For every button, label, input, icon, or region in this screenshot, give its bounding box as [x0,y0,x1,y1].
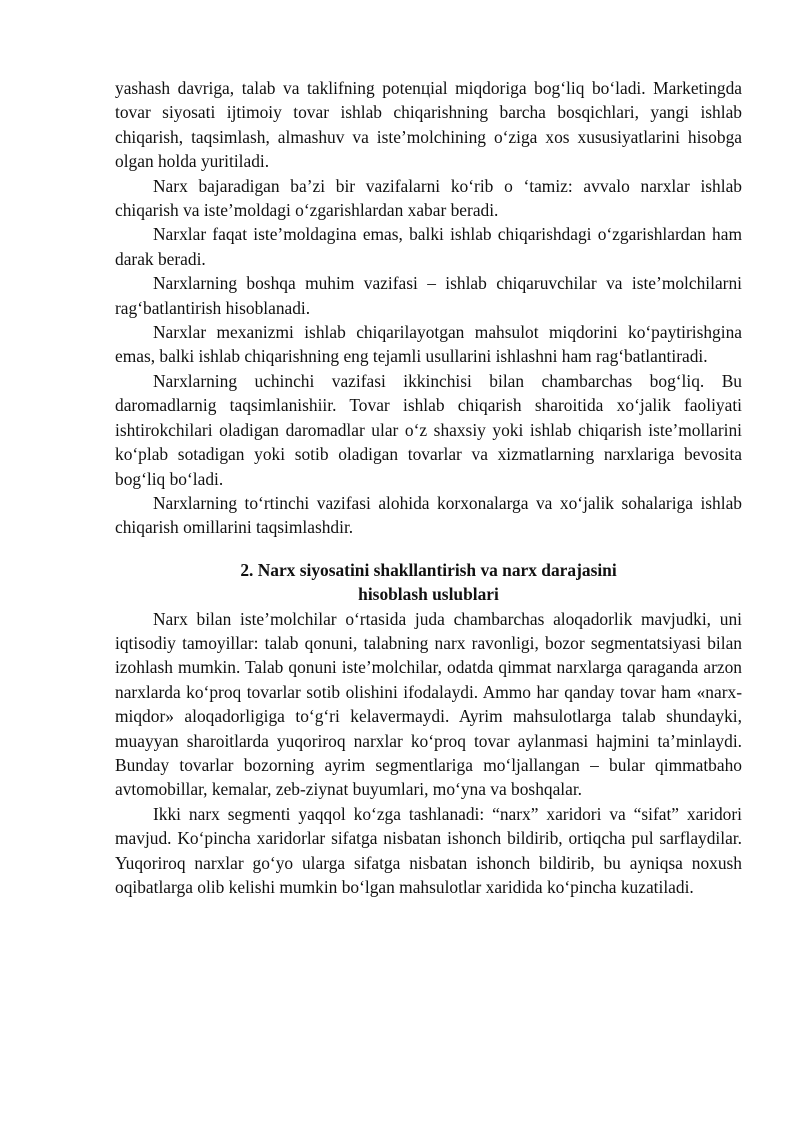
paragraph: Narxlar mexanizmi ishlab chiqarilayotgan mahsulot miqdorini ko‘paytirishgina emas, balki ishlab chiqarishning eng tejamli usullarini ishlashni ham rag‘batlantiradi. [115,322,742,367]
section-heading-line-2: hisoblash uslublari [358,584,499,605]
paragraph-continuation: yashash davriga, talab va taklifning potenцial miqdoriga bog‘liq bo‘ladi. Marketingda tovar siyosati ijtimoiy tovar ishlab chiqarishning barcha bosqichlari, yangi ishlab chiqarish, taqsimlash, almashuv va iste’molchining o‘ziga xos xususiyatlarini hisobga olgan holda yuritiladi. [115,78,742,172]
document-page [115,76,742,899]
paragraph: Narxlar faqat iste’moldagina emas, balki ishlab chiqarishdagi o‘zgarishlardan ham darak beradi. [115,224,742,269]
paragraph: Narx bajaradigan ba’zi bir vazifalarni ko‘rib o ‘tamiz: avvalo narxlar ishlab chiqarish va iste’moldagi o‘zgarishlardan xabar beradi. [115,175,742,221]
paragraph: Narxlarning to‘rtinchi vazifasi alohida korxonalarga va xo‘jalik sohalariga ishlab chiqarish omillarini taqsimlashdir. [115,492,742,538]
section-heading [115,558,742,607]
paragraph: Narxlarning boshqa muhim vazifasi – ishlab chiqaruvchilar va iste’molchilarni rag‘batlantirish hisoblanadi. [115,273,742,318]
paragraph: Narx bilan iste’molchilar o‘rtasida juda chambarchas aloqadorlik mavjudki, uni iqtisodiy tamoyillar: talab qonuni, talabning narx ravonligi, bozor segmentatsiyasi bilan izohlash mumkin. Talab qonuni iste’molchilar, odatda qimmat narxlarga qaraganda arzon narxlarda ko‘proq tovarlar sotib olishini ifodalaydi. Ammo har qanday tovar ham «narx-miqdor» aloqadorligiga to‘g‘ri kelavermaydi. Ayrim mahsulotlarga talab shundayki, muayyan sharoitlarda yuqoriroq narxlar ko‘proq tovar aylanmasi hajmini ta’minlaydi. Bunday tovarlar bozorning ayrim segmentlariga mo‘ljallangan – bular qimmatbaho avtomobillar, kemalar, zeb-ziynat buyumlari, mo‘yna va boshqalar. [115,608,742,800]
paragraph: Narxlarning uchinchi vazifasi ikkinchisi bilan chambarchas bog‘liq. Bu daromadlarnig taqsimlanishiir. Tovar ishlab chiqarish sharoitida xo‘jalik faoliyati ishtirokchilari oladigan daromadlar ular o‘z shaxsiy yoki ishlab chiqarish iste’mollarini ko‘plab sotadigan yoki sotib oladigan tovarlar va xizmatlarning narxlariga bevosita bog‘liq bo‘ladi. [115,370,742,489]
section-heading-line-1: 2. Narx siyosatini shakllantirish va narx darajasini [240,559,617,580]
paragraph: Ikki narx segmenti yaqqol ko‘zga tashlanadi: “narx” xaridori va “sifat” xaridori mavjud. Ko‘pincha xaridorlar sifatga nisbatan ishonch bildirib, ortiqcha pul sarflaydilar. Yuqoriroq narxlar go‘yo ularga sifatga nisbatan ishonch bildirib, bu ayniqsa noxush oqibatlarga olib kelishi mumkin bo‘lgan mahsulotlar xaridida ko‘pincha kuzatiladi. [115,803,742,897]
